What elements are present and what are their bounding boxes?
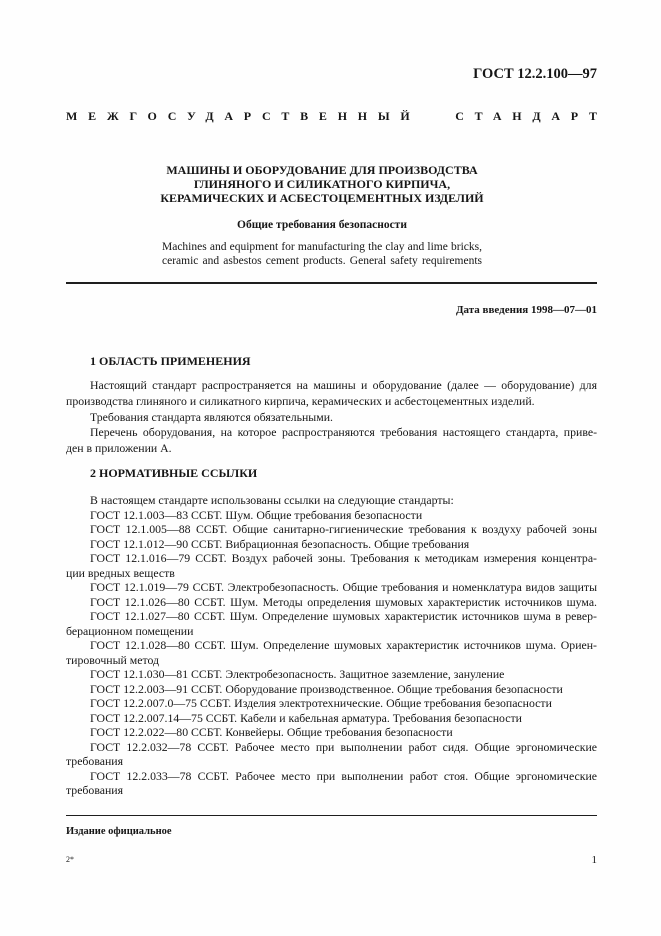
reference-line: берационном помещении bbox=[66, 623, 194, 638]
reference-line: ГОСТ 12.2.007.14—75 ССБТ. Кабели и кабельная арматура. Требования безопасности bbox=[90, 710, 522, 725]
section-body-scope bbox=[66, 378, 597, 457]
page-number: 1 bbox=[591, 854, 597, 866]
reference-line: ГОСТ 12.1.005—88 ССБТ. Общие санитарно-гигиенические требования к воздуху рабочей зоны bbox=[90, 522, 597, 536]
reference-line: требования bbox=[66, 754, 124, 768]
reference-line: ГОСТ 12.2.003—91 ССБТ. Оборудование производственное. Общие требования безопасности bbox=[90, 681, 563, 696]
reference-entry bbox=[66, 609, 597, 638]
section-heading-scope: 1 ОБЛАСТЬ ПРИМЕНЕНИЯ bbox=[90, 354, 251, 368]
title-divider bbox=[66, 282, 597, 284]
reference-entry bbox=[66, 638, 597, 667]
reference-line: ГОСТ 12.2.022—80 ССБТ. Конвейеры. Общие требования безопасности bbox=[90, 725, 453, 739]
reference-entry bbox=[66, 508, 597, 523]
references-intro: В настоящем стандарте использованы ссылки на следующие стандарты: bbox=[90, 493, 454, 507]
title-line: ГЛИНЯНОГО И СИЛИКАТНОГО КИРПИЧА, bbox=[193, 177, 451, 191]
reference-entry bbox=[66, 769, 597, 798]
paragraph-line: производства глиняного и силикатного кирпича, керамических и асбестоцементных изделий. bbox=[66, 393, 535, 408]
document-subtitle: Общие требования безопасности bbox=[237, 219, 407, 231]
effective-date: Дата введения 1998—07—01 bbox=[455, 304, 597, 316]
reference-line: ции вредных веществ bbox=[66, 565, 175, 580]
reference-line: ГОСТ 12.1.027—80 ССБТ. Шум. Определение шумовых характеристик источников шума в ревер- bbox=[90, 609, 597, 623]
reference-entry bbox=[66, 740, 597, 769]
reference-line: ГОСТ 12.1.026—80 ССБТ. Шум. Методы определения шумовых характеристик источников шума. bbox=[90, 594, 597, 609]
reference-entry bbox=[66, 522, 597, 537]
title-line: МАШИНЫ И ОБОРУДОВАНИЕ ДЛЯ ПРОИЗВОДСТВА bbox=[166, 163, 478, 177]
reference-line: ГОСТ 12.1.003—83 ССБТ. Шум. Общие требования безопасности bbox=[90, 507, 423, 522]
reference-entry bbox=[66, 580, 597, 595]
paragraph bbox=[66, 425, 597, 457]
reference-entry bbox=[66, 667, 597, 682]
standard-label: СТАНДАРТ bbox=[455, 109, 608, 123]
english-title-line: ceramic and asbestos cement products. General safety requirements bbox=[162, 255, 482, 267]
reference-entry bbox=[66, 696, 597, 711]
reference-line: требования bbox=[66, 783, 124, 797]
title-line: КЕРАМИЧЕСКИХ И АСБЕСТОЦЕМЕНТНЫХ ИЗДЕЛИЙ bbox=[160, 191, 484, 205]
reference-line: ГОСТ 12.1.030—81 ССБТ. Электробезопасность. Защитное заземление, зануление bbox=[90, 667, 505, 681]
paragraph bbox=[66, 410, 597, 426]
print-mark: 2* bbox=[66, 855, 74, 864]
edition-label: Издание официальное bbox=[66, 826, 172, 837]
paragraph-line: Требования стандарта являются обязательными. bbox=[90, 409, 333, 424]
reference-line: ГОСТ 12.1.019—79 ССБТ. Электробезопасность. Общие требования и номенклатура видов защиты bbox=[90, 580, 597, 594]
paragraph-line: Перечень оборудования, на которое распространяются требования настоящего стандарта, приве- bbox=[90, 425, 597, 440]
english-title-line: Machines and equipment for manufacturing the clay and lime bricks, bbox=[162, 241, 482, 253]
section-body-references bbox=[66, 493, 597, 798]
reference-entry bbox=[66, 725, 597, 740]
document-title bbox=[66, 163, 578, 205]
reference-entry bbox=[66, 551, 597, 580]
reference-entry bbox=[66, 595, 597, 610]
reference-line: ГОСТ 12.2.007.0—75 ССБТ. Изделия электротехнические. Общие требования безопасности bbox=[90, 696, 552, 710]
reference-line: тировочный метод bbox=[66, 652, 160, 667]
reference-line: ГОСТ 12.1.016—79 ССБТ. Воздух рабочей зоны. Требования к методикам измерения концентра- bbox=[90, 551, 597, 565]
reference-entry bbox=[66, 682, 597, 697]
reference-line: ГОСТ 12.1.028—80 ССБТ. Шум. Определение шумовых характеристик источников шума. Ориен- bbox=[90, 638, 597, 652]
reference-entry bbox=[66, 711, 597, 726]
paragraph-line: Настоящий стандарт распространяется на машины и оборудование (далее — оборудование) для bbox=[90, 378, 597, 392]
paragraph-line: ден в приложении А. bbox=[66, 441, 172, 455]
reference-line: ГОСТ 12.2.032—78 ССБТ. Рабочее место при выполнении работ сидя. Общие эргономические bbox=[90, 739, 597, 754]
reference-line: ГОСТ 12.2.033—78 ССБТ. Рабочее место при выполнении работ стоя. Общие эргономические bbox=[90, 768, 597, 783]
reference-entry bbox=[66, 537, 597, 552]
interstate-label: МЕЖГОСУДАРСТВЕННЫЙ bbox=[66, 109, 421, 123]
document-number: ГОСТ 12.2.100—97 bbox=[473, 66, 597, 82]
reference-line: ГОСТ 12.1.012—90 ССБТ. Вибрационная безопасность. Общие требования bbox=[90, 536, 470, 551]
paragraph bbox=[66, 378, 597, 410]
footer-divider bbox=[66, 815, 597, 816]
section-heading-references: 2 НОРМАТИВНЫЕ ССЫЛКИ bbox=[90, 466, 258, 480]
english-title bbox=[162, 240, 482, 268]
